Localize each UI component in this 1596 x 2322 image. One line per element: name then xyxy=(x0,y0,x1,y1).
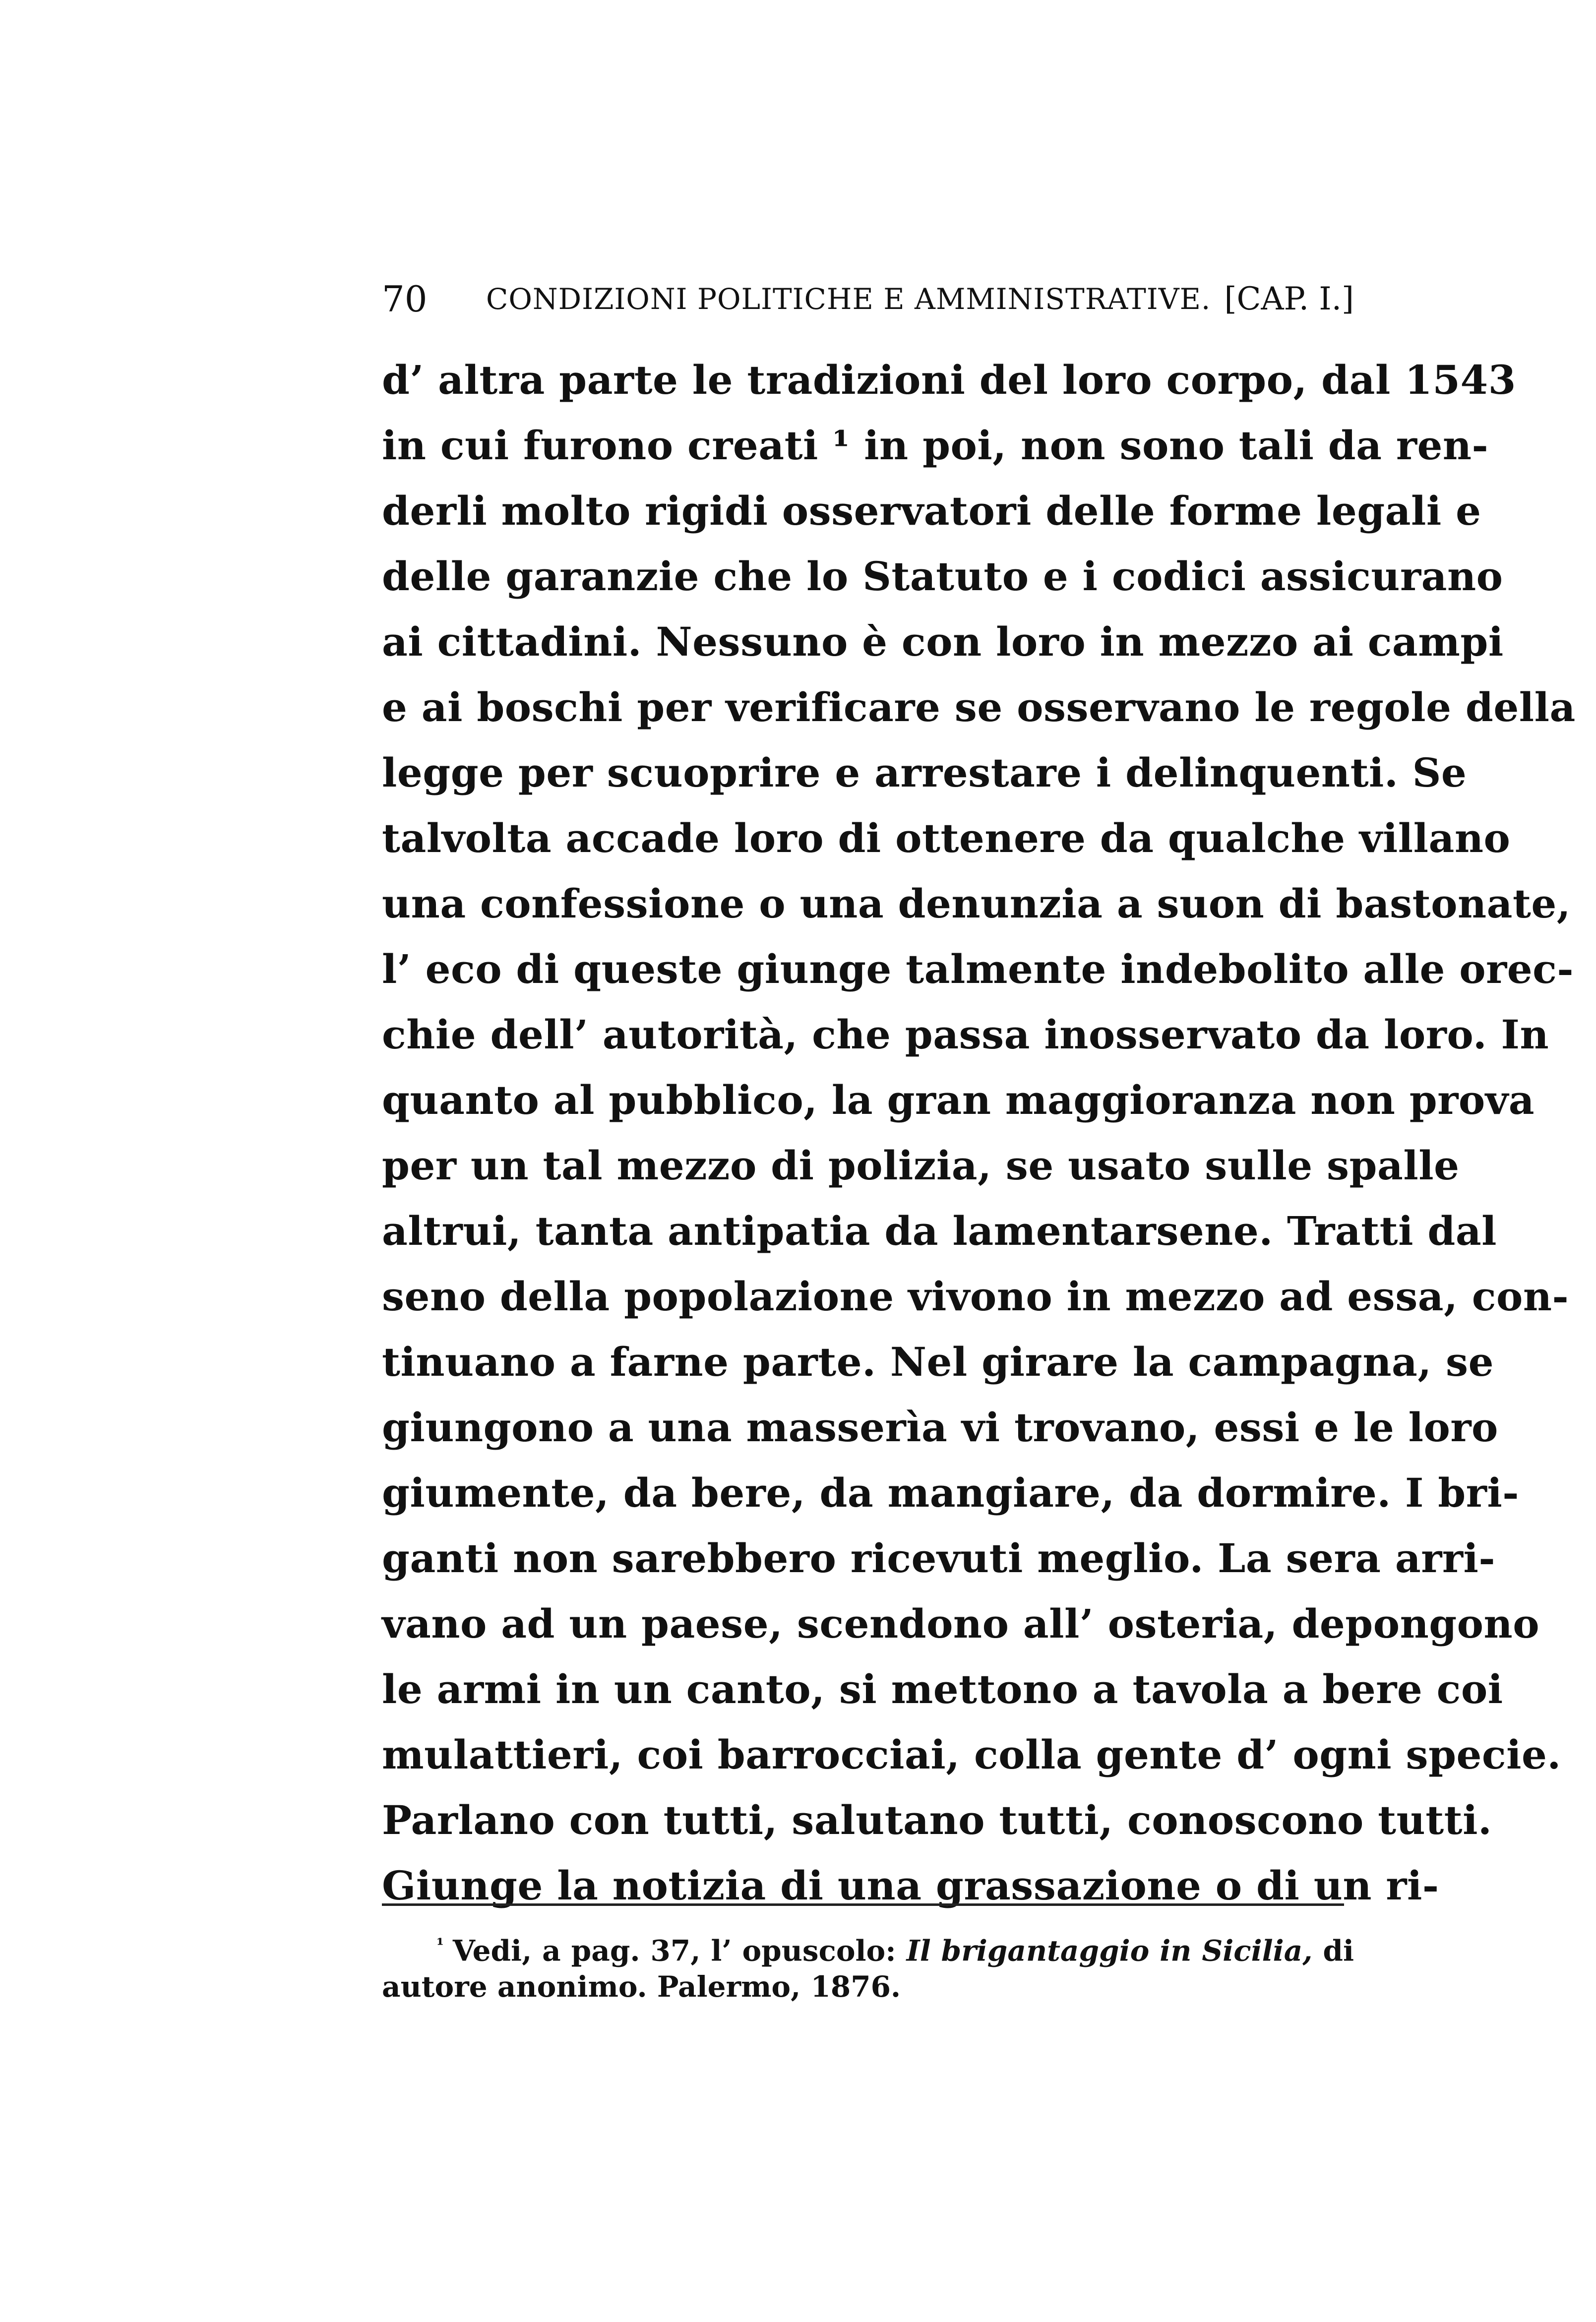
footnote-cited-title: Il brigantaggio in Sicilia, xyxy=(906,1934,1313,1968)
text-line: giungono a una masserìa vi trovano, essi e le loro xyxy=(382,1404,1498,1451)
text-line: talvolta accade loro di ottenere da qualche villano xyxy=(382,815,1511,861)
text-line: in cui furono creati ¹ in poi, non sono tali da ren- xyxy=(382,422,1489,469)
text-line: ganti non sarebbero ricevuti meglio. La sera arri- xyxy=(382,1535,1496,1582)
footnote-text: Vedi, a pag. 37, l’ opuscolo: xyxy=(452,1934,896,1968)
text-line: delle garanzie che lo Statuto e i codici assicurano xyxy=(382,553,1503,600)
running-header xyxy=(382,272,1354,326)
text-line: e ai boschi per verificare se osservano le regole della xyxy=(382,684,1576,731)
text-line: Giunge la notizia di una grassazione o di un ri- xyxy=(382,1862,1439,1909)
text-line: legge per scuoprire e arrestare i delinquenti. Se xyxy=(382,749,1467,796)
text-line: d’ altra parte le tradizioni del loro corpo, dal 1543 xyxy=(382,357,1516,403)
running-title: CONDIZIONI POLITICHE E AMMINISTRATIVE. xyxy=(486,282,1211,316)
text-line: l’ eco di queste giunge talmente indebolito alle orec- xyxy=(382,946,1574,992)
text-line: una confessione o una denunzia a suon di bastonate, xyxy=(382,880,1571,927)
footnote xyxy=(382,1924,1354,2008)
text-line: altrui, tanta antipatia da lamentarsene. Tratti dal xyxy=(382,1208,1497,1254)
footnote-divider xyxy=(382,1903,1344,1906)
text-line: per un tal mezzo di polizia, se usato sulle spalle xyxy=(382,1142,1460,1189)
footnote-marker: ¹ xyxy=(436,1935,444,1955)
text-line: le armi in un canto, si mettono a tavola a bere coi xyxy=(382,1666,1503,1712)
chapter-label: [CAP. I.] xyxy=(1224,281,1354,317)
text-line: seno della popolazione vivono in mezzo ad essa, con- xyxy=(382,1273,1569,1320)
footnote-line xyxy=(382,1924,1354,1966)
text-line: chie dell’ autorità, che passa inosservato da loro. In xyxy=(382,1011,1549,1058)
page-number: 70 xyxy=(382,278,428,320)
text-line: vano ad un paese, scendono all’ osteria, depongono xyxy=(382,1600,1540,1647)
main-text xyxy=(382,347,1576,1918)
text-line: tinuano a farne parte. Nel girare la campagna, se xyxy=(382,1339,1494,1385)
text-line: quanto al pubblico, la gran maggioranza non prova xyxy=(382,1077,1535,1123)
footnote-text: di xyxy=(1323,1934,1354,1968)
text-line: giumente, da bere, da mangiare, da dormire. I bri- xyxy=(382,1469,1519,1516)
text-line: Parlano con tutti, salutano tutti, conoscono tutti. xyxy=(382,1797,1492,1843)
footnote-line: autore anonimo. Palermo, 1876. xyxy=(382,1970,901,2004)
text-line: mulattieri, coi barrocciai, colla gente d’ ogni specie. xyxy=(382,1731,1561,1778)
text-line: ai cittadini. Nessuno è con loro in mezzo ai campi xyxy=(382,618,1504,665)
text-line: derli molto rigidi osservatori delle forme legali e xyxy=(382,488,1481,534)
